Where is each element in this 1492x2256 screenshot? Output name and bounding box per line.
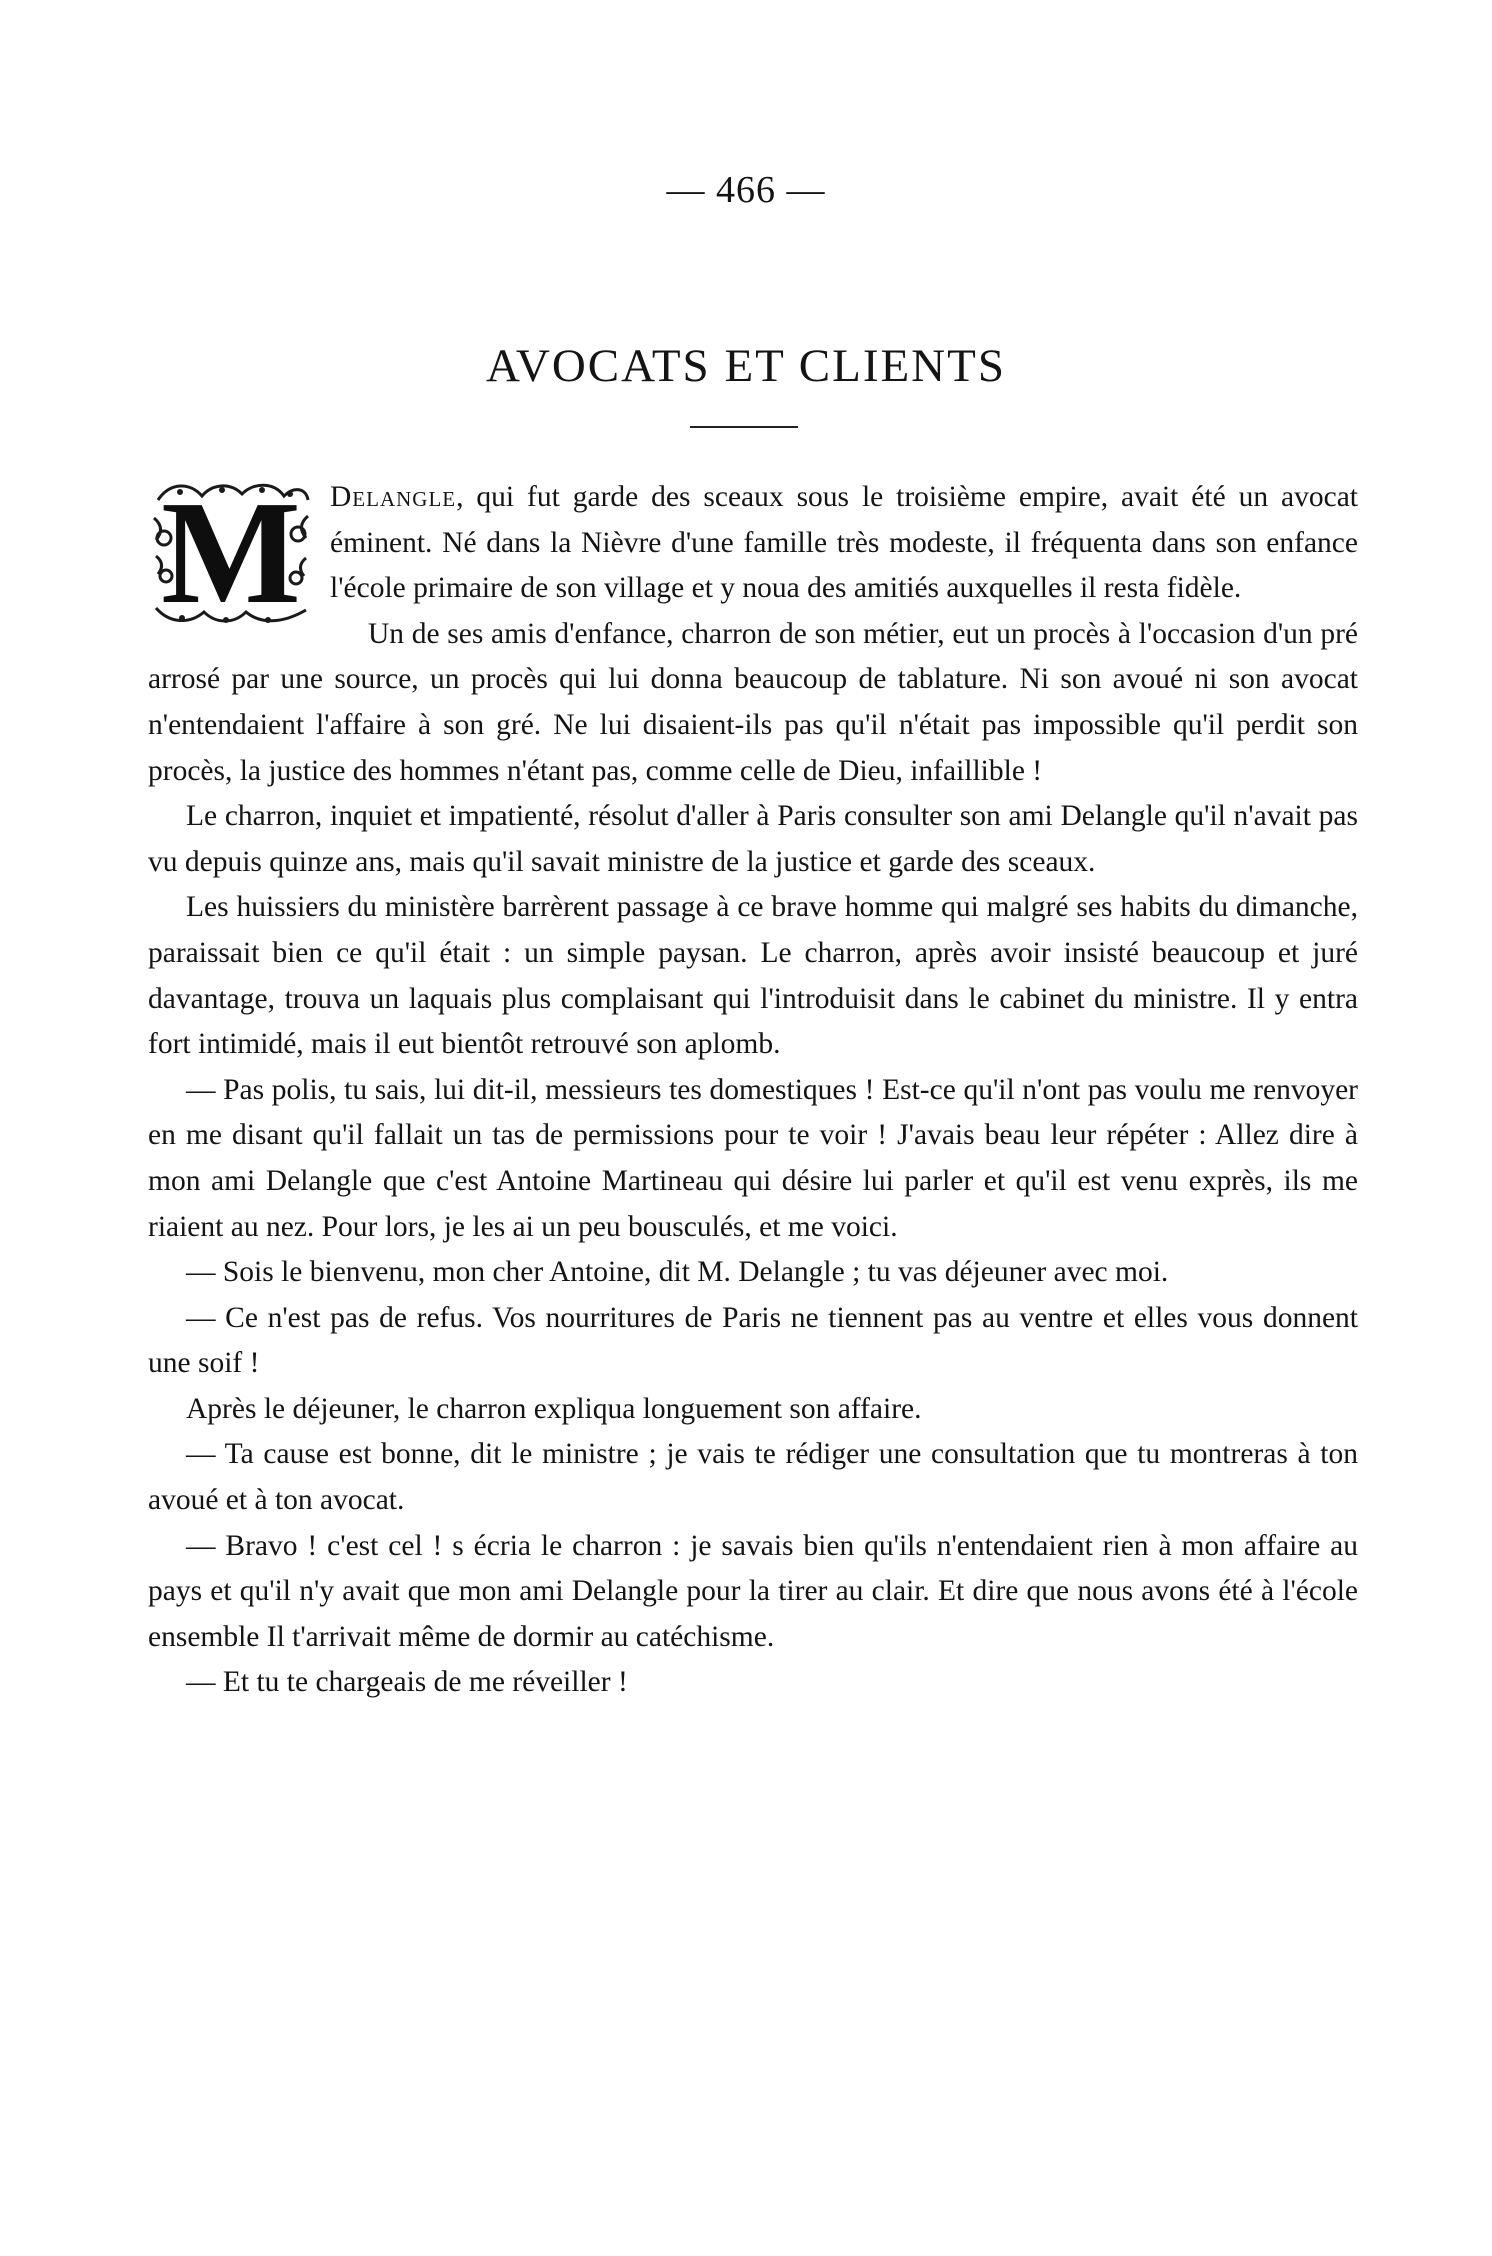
paragraph-10: — Bravo ! c'est cel ! s écria le charron : je savais bien qu'ils n'entendaient rien à mon affaire au pays et qu'il n'y avait que mon ami Delangle pour la tirer au clair. Et dire que nous avons été à l'école ensemble Il t'arrivait même de dormir au catéchisme. [148, 1529, 1358, 1653]
title-divider [690, 426, 798, 428]
paragraph-4: Les huissiers du ministère barrèrent passage à ce brave homme qui malgré ses habits du dimanche, paraissait bien ce qu'il était : un simple paysan. Le charron, après avoir insisté beaucoup et juré davantage, trouva un laquais plus complaisant qui l'introduisit dans le cabinet du ministre. Il y entra fort intimidé, mais il eut bientôt retrouvé son aplomb. [148, 891, 1358, 1061]
paragraph-8: Après le déjeuner, le charron expliqua longuement son affaire. [186, 1392, 922, 1425]
dropcap-letter: M [161, 471, 301, 635]
paragraph-7: — Ce n'est pas de refus. Vos nourritures de Paris ne tiennent pas au ventre et elles vous donnent une soif ! [148, 1301, 1358, 1380]
ornamental-letter-M-icon [150, 471, 312, 635]
paragraph-11: — Et tu te chargeais de me réveiller ! [186, 1666, 628, 1699]
paragraph-6: — Sois le bienvenu, mon cher Antoine, dit M. Delangle ; tu vas déjeuner avec moi. [186, 1256, 1169, 1289]
paragraph-5: — Pas polis, tu sais, lui dit-il, messieurs tes domestiques ! Est-ce qu'il n'ont pas voulu me renvoyer en me disant qu'il fallait un tas de permissions pour te voir ! J'avais beau leur répéter : Allez dire à mon ami Delangle que c'est Antoine Martineau qui désire lui parler et qu'il est venu exprès, ils me riaient au nez. Pour lors, je les ai un peu bousculés, et me voici. [148, 1073, 1358, 1243]
paragraph-1-text: , qui fut garde des sceaux sous le troisième empire, avait été un avocat éminent. Né dans la Nièvre d'une famille très modeste, il fréquenta dans son enfance l'école primaire de son village et y noua des amitiés auxquelles il resta fidèle. [330, 481, 1358, 605]
delangle-name: Delangle [330, 481, 457, 513]
paragraph-1 [148, 471, 1358, 635]
page-number: — 466 — [666, 169, 826, 211]
paragraph-9: — Ta cause est bonne, dit le ministre ; je vais te rédiger une consultation que tu montreras à ton avoué et à ton avocat. [148, 1438, 1358, 1517]
paragraph-3: Le charron, inquiet et impatienté, résolut d'aller à Paris consulter son ami Delangle qu'il n'avait pas vu depuis quinze ans, mais qu'il savait ministre de la justice et garde des sceaux. [148, 800, 1358, 878]
paragraph-2: Un de ses amis d'enfance, charron de son métier, eut un procès à l'occasion d'un pré arrosé par une source, un procès qui lui donna beaucoup de tablature. Ni son avoué ni son avocat n'entendaient l'affaire à son gré. Ne lui disaient-ils pas qu'il n'était pas impossible qu'il perdit son procès, la justice des hommes n'étant pas, comme celle de Dieu, infaillible ! [148, 617, 1358, 787]
chapter-title: AVOCATS ET CLIENTS [486, 340, 1006, 393]
body-text [148, 471, 1358, 1706]
